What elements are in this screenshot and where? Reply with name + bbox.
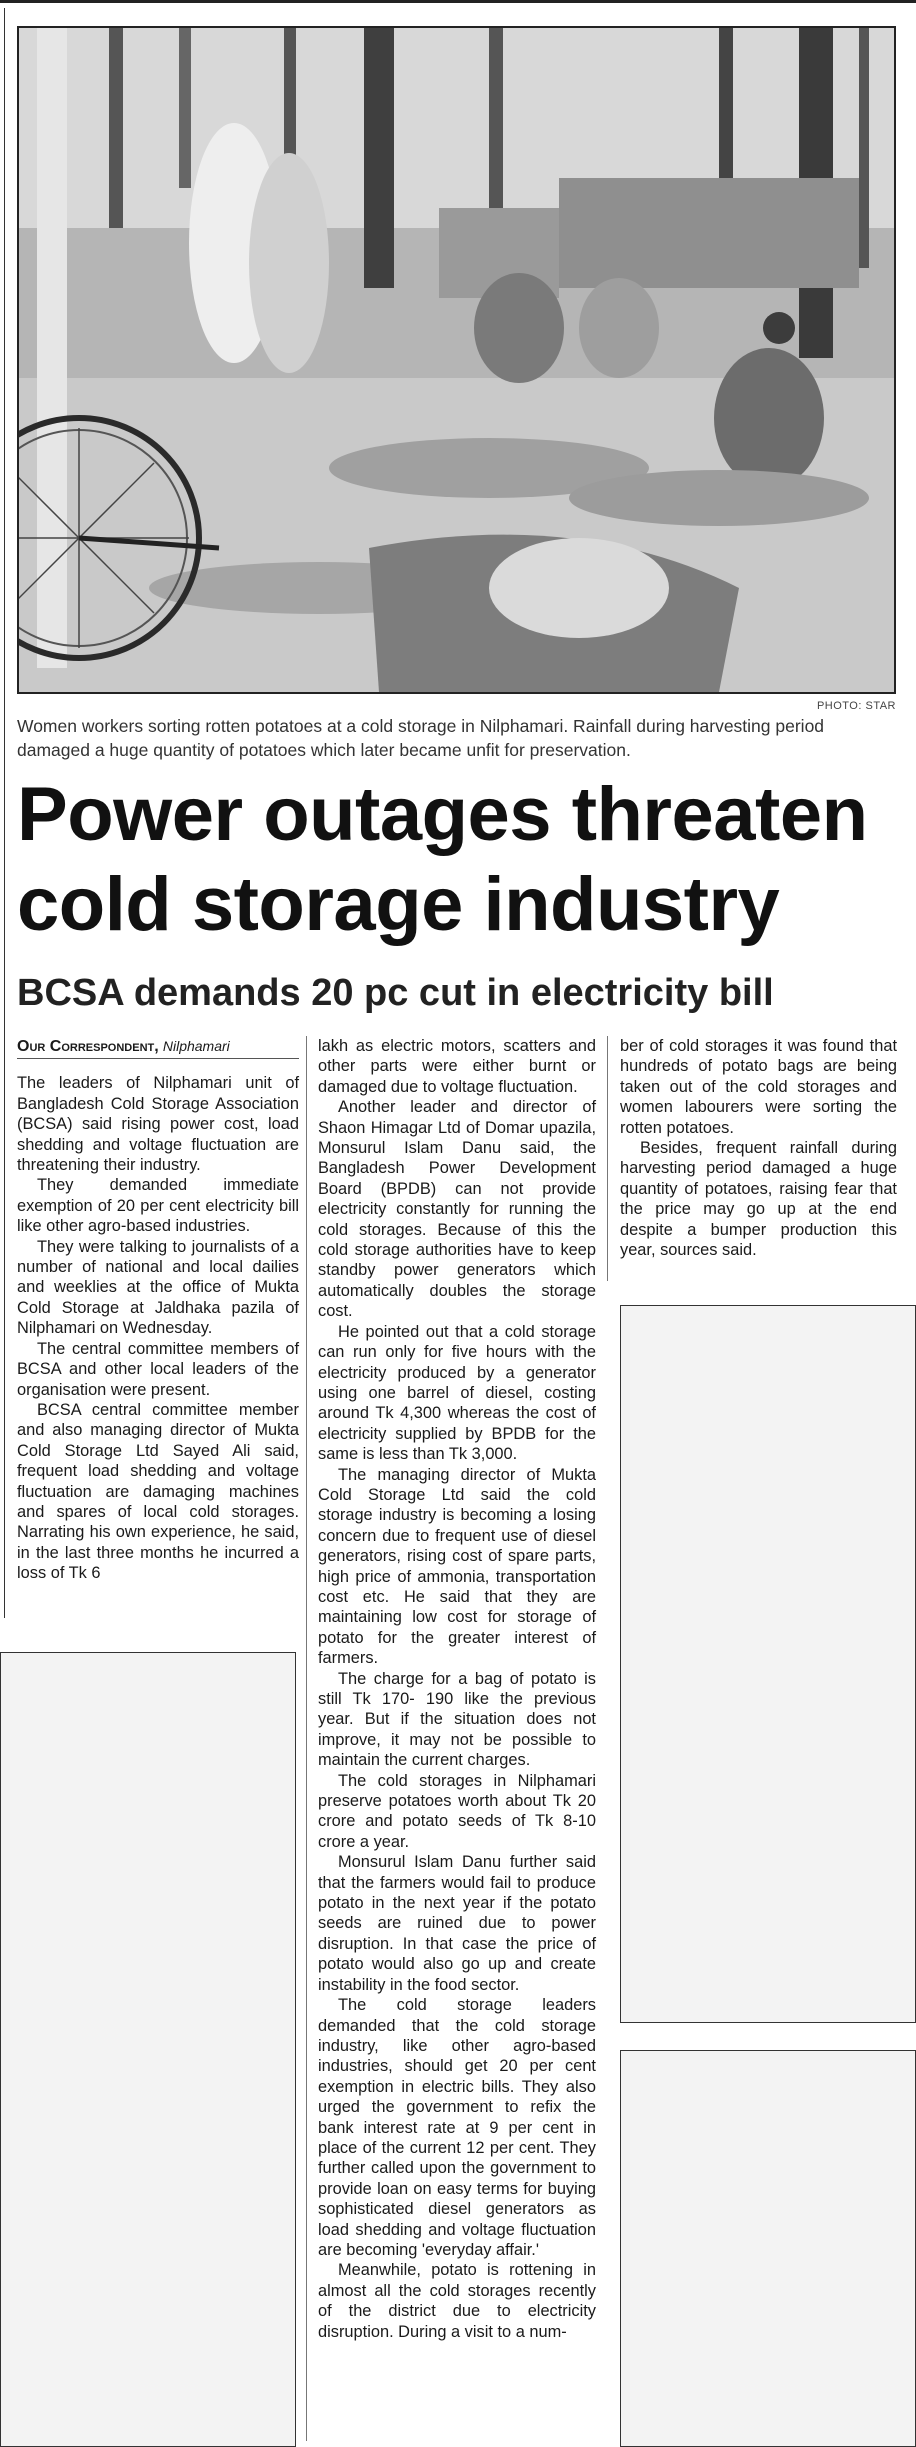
ad-space-left	[0, 1652, 296, 2447]
paragraph: The charge for a bag of potato is still Tk 170- 190 like the previous year. But if the situation does not improve, it may not be possible to maintain the current charges.	[318, 1669, 596, 1770]
byline	[17, 1036, 299, 1057]
photo-credit: PHOTO: STAR	[816, 700, 896, 712]
paragraph: The central committee members of BCSA and other local leaders of the organisation were present.	[17, 1339, 299, 1399]
paragraph: They were talking to journalists of a number of national and local dailies and weeklies at the office of Mukta Cold Storage at Jaldhaka pazila of Nilphamari on Wednesday.	[17, 1237, 299, 1338]
ad-space-right-bottom	[620, 2050, 916, 2447]
ad-space-right-top	[620, 1305, 916, 2023]
top-rule	[0, 0, 916, 3]
headline-line-1: Power outages threaten	[17, 772, 868, 857]
paragraph: The cold storage leaders demanded that the cold storage industry, like other agro-based industries, should get 20 per cent exemption in electric bills. They also urged the government to refix the bank interest rate at 9 per cent in place of the current 12 per cent. They further called upon the government to provide loan on easy terms for buying sophisticated diesel generators as load shedding and voltage fluctuation are becoming 'everyday affair.'	[318, 1996, 596, 2259]
paragraph: The managing director of Mukta Cold Storage Ltd said the cold storage industry is becoming a losing concern due to frequent use of diesel generators, rising cost of spare parts, high price of ammonia, transportation cost etc. He said that they are maintaining low cost for storage of potato for the greater interest of farmers.	[318, 1465, 596, 1668]
column-divider	[306, 1036, 307, 2441]
paragraph: lakh as electric motors, scatters and other parts were either burnt or damaged due to voltage fluctuation.	[318, 1037, 596, 1096]
paragraph: They demanded immediate exemption of 20 per cent electricity bill like other agro-based industries.	[17, 1176, 299, 1236]
page-edge-rule	[4, 8, 5, 1618]
paragraph: Another leader and director of Shaon Himagar Ltd of Domar upazila, Monsurul Islam Danu said, the Bangladesh Power Development Board (BPDB) can not provide electricity constantly for running the cold storages. Because of this the cold storage authorities have to keep standby power generators which automatically doubles the storage cost.	[318, 1098, 596, 1321]
column-divider	[607, 1036, 608, 1281]
byline-rule	[17, 1058, 299, 1059]
photo-caption: Women workers sorting rotten potatoes at a cold storage in Nilphamari. Rainfall during harvesting period damaged a huge quantity of potatoes which later became unfit for preservation.	[17, 716, 825, 760]
byline-place: Nilphamari	[162, 1038, 230, 1054]
headline	[17, 770, 907, 950]
paragraph: BCSA central committee member and also managing director of Mukta Cold Storage Ltd Sayed Ali said, frequent load shedding and voltage fluctuation are damaging machines and spares of local cold storages. Narrating his own experience, he said, in the last three months he incurred a loss of Tk 6	[17, 1400, 299, 1583]
article-column-2	[318, 1036, 596, 2342]
byline-author: Our Correspondent,	[17, 1038, 159, 1055]
paragraph: The leaders of Nilphamari unit of Bangladesh Cold Storage Association (BCSA) said rising power cost, load shedding and voltage fluctuation are threatening their industry.	[17, 1074, 299, 1175]
potato-sorting-photo-image	[19, 28, 894, 692]
paragraph: Meanwhile, potato is rottening in almost all the cold storages recently of the district due to electricity disruption. During a visit to a num-	[318, 2261, 596, 2341]
paragraph: The cold storages in Nilphamari preserve potatoes worth about Tk 20 crore and potato seeds of Tk 8-10 crore a year.	[318, 1771, 596, 1851]
news-photo	[17, 26, 896, 694]
headline-line-2: cold storage industry	[17, 862, 780, 947]
article-column-3	[620, 1036, 897, 1260]
paragraph: He pointed out that a cold storage can run only for five hours with the electricity produced by a generator using one barrel of diesel, costing around Tk 4,300 whereas the cost of electricity supplied by BPDB for the same is less than Tk 3,000.	[318, 1322, 596, 1464]
article-column-1	[17, 1036, 299, 1584]
subheadline: BCSA demands 20 pc cut in electricity bill	[17, 972, 774, 1014]
paragraph: ber of cold storages it was found that hundreds of potato bags are being taken out of the cold storages and women labourers were sorting the rotten potatoes.	[620, 1037, 897, 1137]
paragraph: Besides, frequent rainfall during harvesting period damaged a huge quantity of potatoes, raising fear that the price may go up at the end despite a bumper production this year, sources said.	[620, 1139, 897, 1260]
paragraph: Monsurul Islam Danu further said that the farmers would fail to produce potato in the next year if the potato seeds are ruined due to power disruption. In that case the price of potato would also go up and create instability in the food sector.	[318, 1853, 596, 1994]
